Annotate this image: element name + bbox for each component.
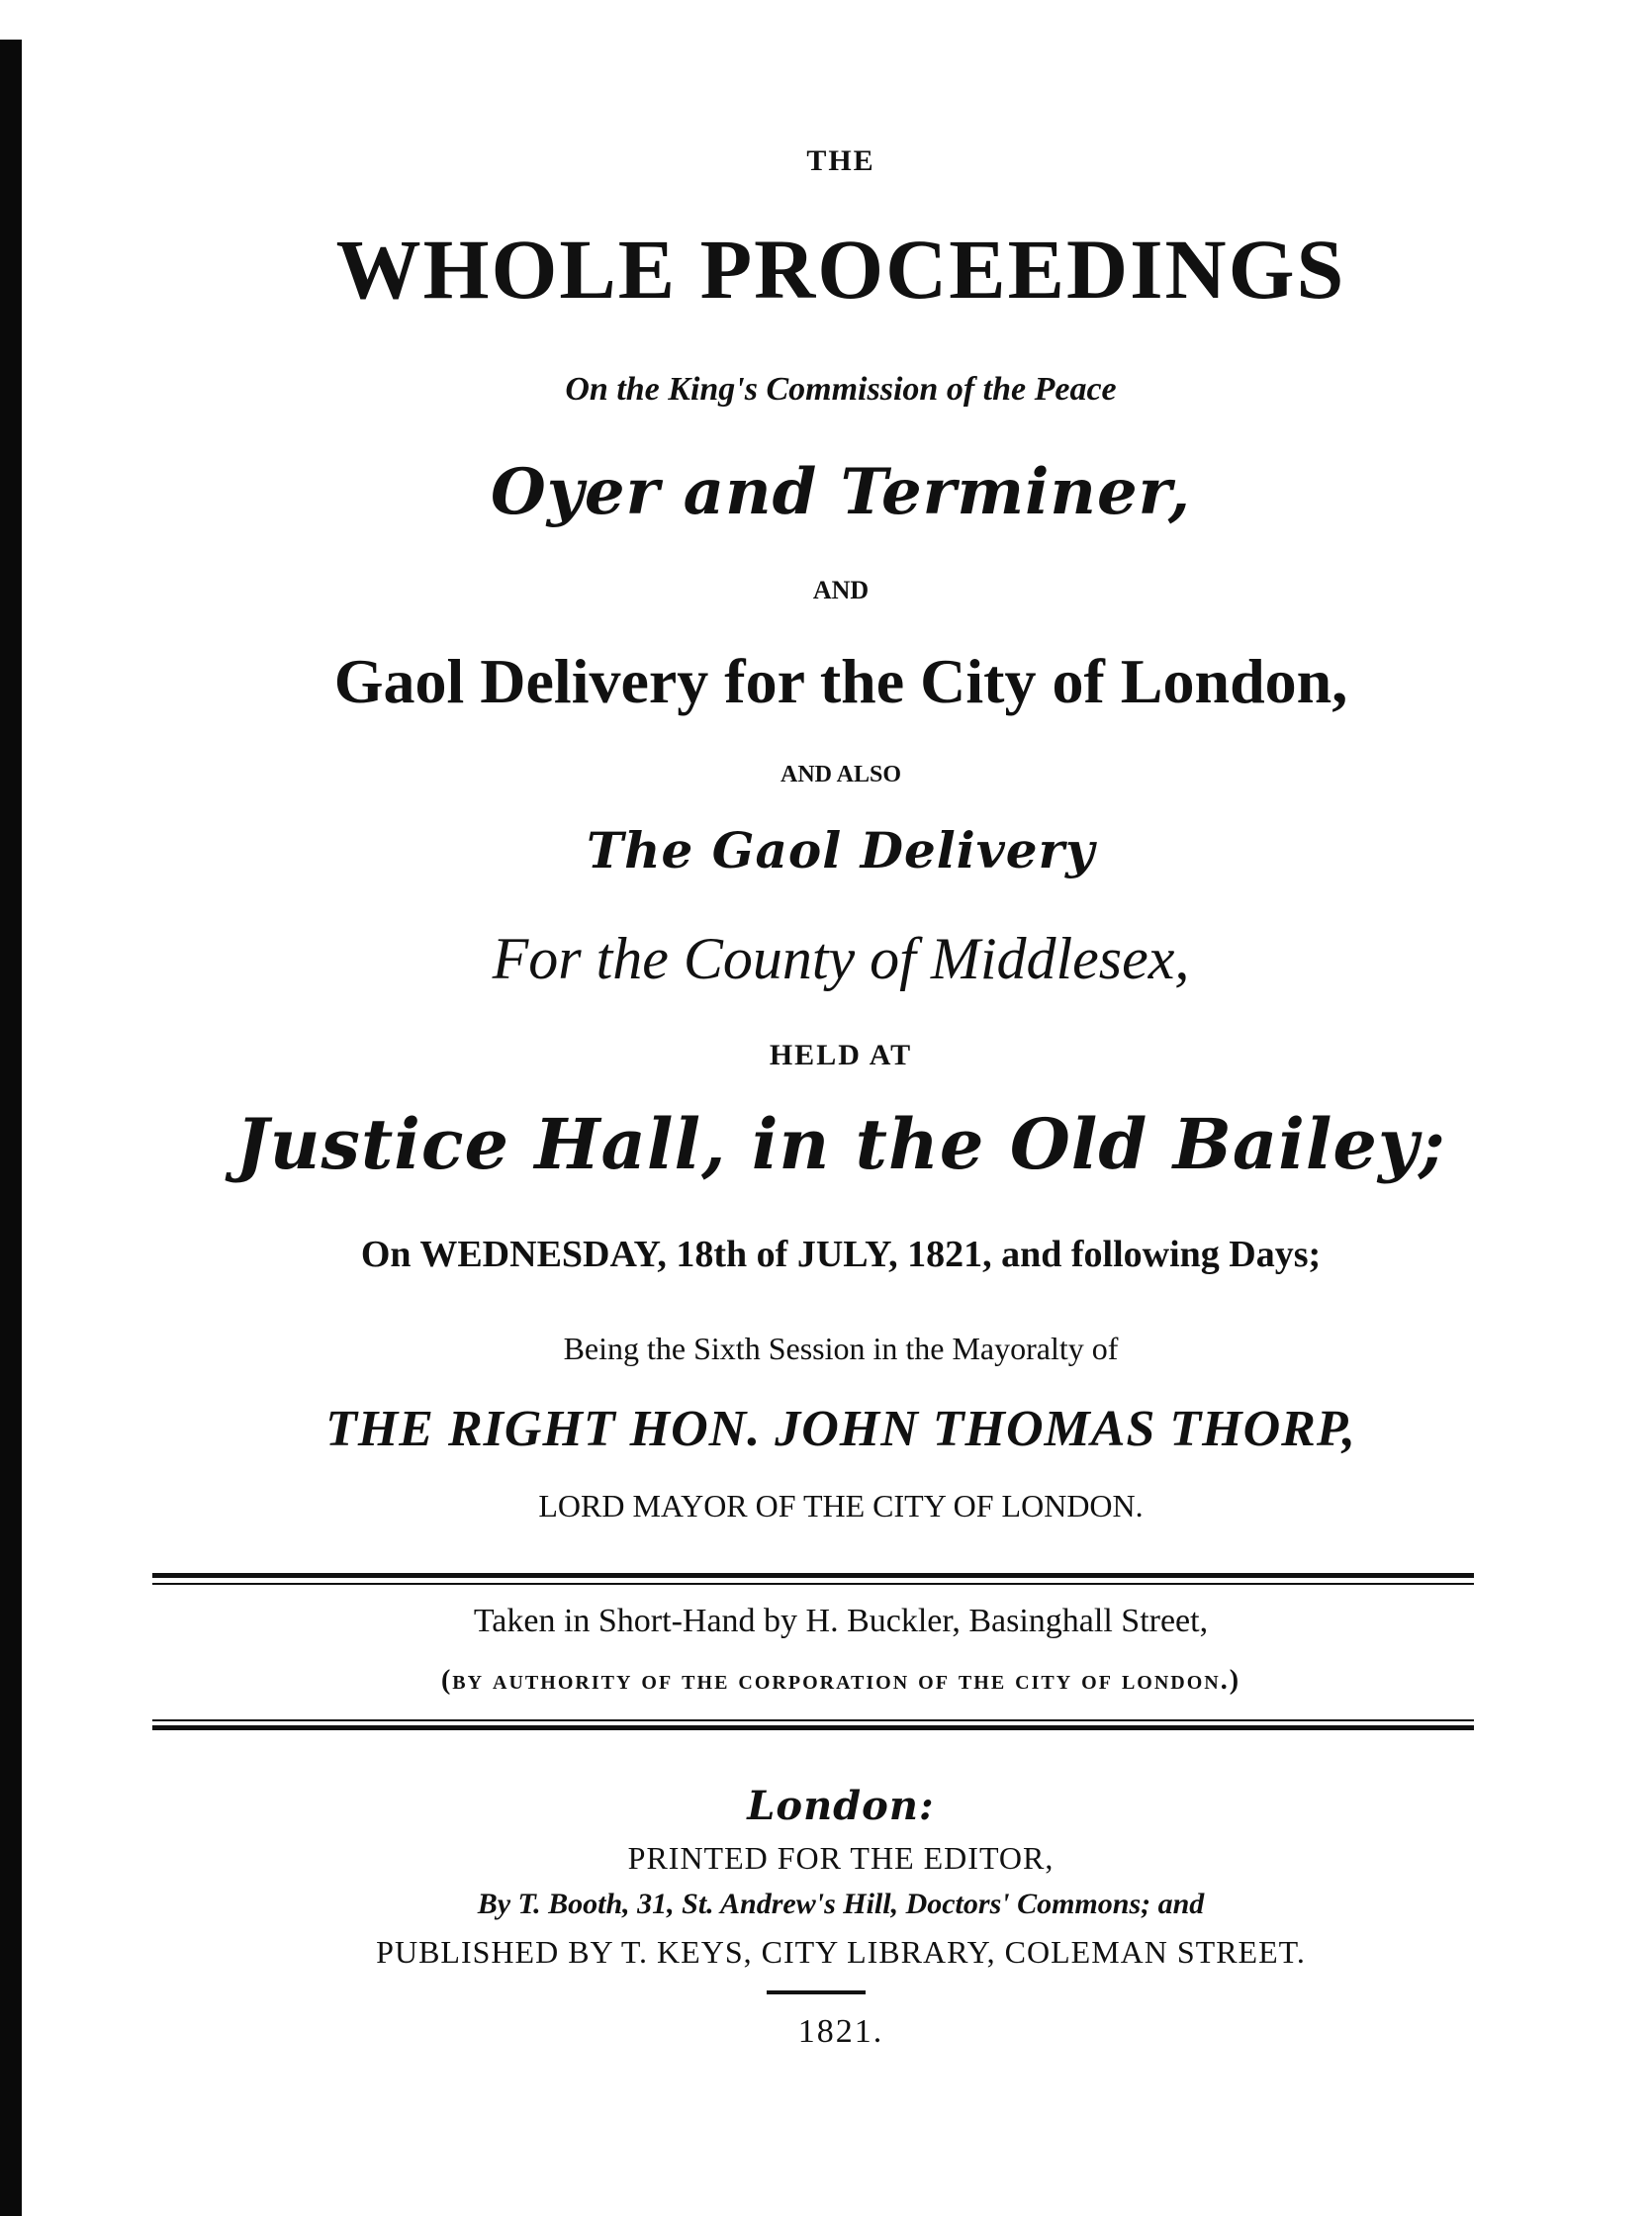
published-by-line: PUBLISHED BY T. KEYS, CITY LIBRARY, COLEMAN STREET.: [376, 1934, 1306, 1970]
title-page: [30, 0, 1652, 2216]
top-rule-thick: [152, 1573, 1474, 1578]
short-hand-line: Taken in Short-Hand by H. Buckler, Basinghall Street,: [473, 1603, 1209, 1639]
booth-line: By T. Booth, 31, St. Andrew's Hill, Doctors' Commons; and: [477, 1888, 1205, 1920]
london-heading: London:: [747, 1783, 935, 1829]
mayor-name: THE RIGHT HON. JOHN THOMAS THORP,: [325, 1401, 1356, 1457]
oyer-terminer-heading: Oyer and Terminer,: [490, 455, 1192, 529]
page-title: WHOLE PROCEEDINGS: [335, 222, 1346, 317]
county-heading: For the County of Middlesex,: [492, 926, 1190, 991]
publication-year: 1821.: [797, 2013, 884, 2050]
year-rule: [767, 1990, 866, 1994]
session-line: Being the Sixth Session in the Mayoralty of: [563, 1331, 1119, 1366]
date-line: On WEDNESDAY, 18th of JULY, 1821, and following Days;: [360, 1234, 1322, 1275]
gaol-delivery-london-heading: Gaol Delivery for the City of London,: [333, 646, 1348, 716]
and-line: AND: [812, 576, 870, 604]
top-rule-thin: [152, 1583, 1474, 1585]
held-at-line: HELD AT: [769, 1039, 913, 1071]
justice-hall-heading: Justice Hall, in the Old Bailey;: [235, 1103, 1446, 1185]
authority-line: (by authority of the corporation of the city of london.): [440, 1665, 1241, 1696]
gaol-delivery-heading: The Gaol Delivery: [586, 821, 1096, 879]
bottom-rule-thick: [152, 1725, 1474, 1730]
mayor-title: LORD MAYOR OF THE CITY OF LONDON.: [538, 1488, 1144, 1524]
and-also-line: AND ALSO: [780, 762, 902, 787]
printed-for-line: PRINTED FOR THE EDITOR,: [627, 1840, 1055, 1876]
binding-edge: [0, 40, 22, 2216]
commission-line: On the King's Commission of the Peace: [565, 371, 1117, 408]
bottom-rule-thin: [152, 1719, 1474, 1721]
the-heading: THE: [806, 144, 875, 177]
